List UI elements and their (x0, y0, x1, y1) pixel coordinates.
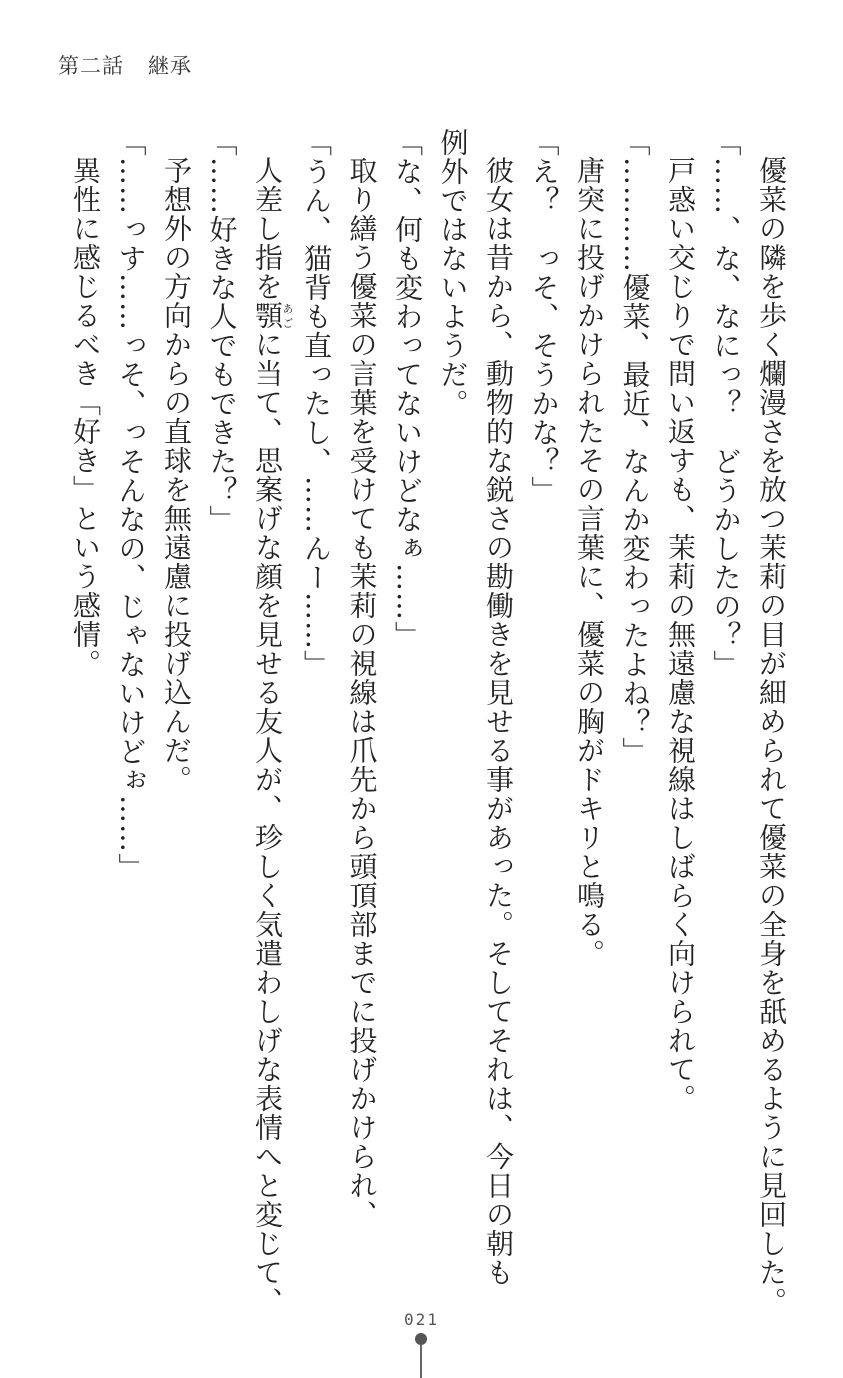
text-line: 唐突に投げかけられたその言葉に、優菜の胸がドキリと鳴る。 (573, 156, 606, 968)
dialogue-line: 「…………優菜、最近、なんか変わったよね？」 (618, 128, 652, 766)
chapter-number: 第二話 (58, 54, 124, 78)
dialogue-line: 「……好きな人でもできた？」 (205, 128, 239, 534)
text-line: 優菜の隣を歩く爛漫さを放つ茉莉の目が細められて優菜の全身を舐めるように見回した。 (755, 156, 788, 1316)
ruby-line-after: に当て、思案げな顔を見せる友人が、珍しく気遣わしげな表情へと変じて、 (251, 330, 284, 1316)
text-line: 戸惑い交じりで問い返すも、茉莉の無遠慮な視線はしばらく向けられて。 (664, 156, 697, 1113)
dialogue-line: 「……っす……っそ、っそんなの、じゃないけどぉ……」 (114, 128, 148, 882)
text-line: 取り繕う優菜の言葉を受けても茉莉の視線は爪先から頭頂部までに投げかけられ、 (345, 156, 379, 1229)
text-line: 彼女は昔から、動物的な鋭さの勘働きを見せる事があった。そしてそれは、今日の朝も (482, 156, 515, 1287)
dialogue-line: 「な、何も変わってないけどなぁ……」 (391, 128, 424, 650)
page-number: 021 (404, 1310, 439, 1329)
page-marker-dot (415, 1333, 427, 1345)
text-line-continued: 例外ではないようだ。 (436, 128, 470, 418)
text-line-with-ruby (245, 128, 294, 1316)
page-marker-line (420, 1345, 422, 1378)
novel-body (50, 128, 794, 1316)
text-line: 異性に感じるべき「好き」という感情。 (69, 156, 102, 678)
chapter-header (58, 50, 192, 80)
ruby-reading: あご (281, 301, 294, 330)
dialogue-line: 「うん、猫背も直ったし、……んー……」 (300, 128, 333, 679)
ruby-base: 顎 (251, 301, 284, 330)
ruby-line-before: 人差し指を (251, 156, 284, 301)
page-footer (0, 1310, 843, 1329)
dialogue-line: 「え？ っそ、そうかな？」 (527, 128, 561, 505)
dialogue-line: 「……、な、なにっ？ どうかしたの？」 (709, 128, 743, 679)
ruby-word (251, 301, 294, 330)
chapter-title: 継承 (148, 54, 192, 78)
text-line: 予想外の方向からの直球を無遠慮に投げ込んだ。 (160, 156, 193, 794)
